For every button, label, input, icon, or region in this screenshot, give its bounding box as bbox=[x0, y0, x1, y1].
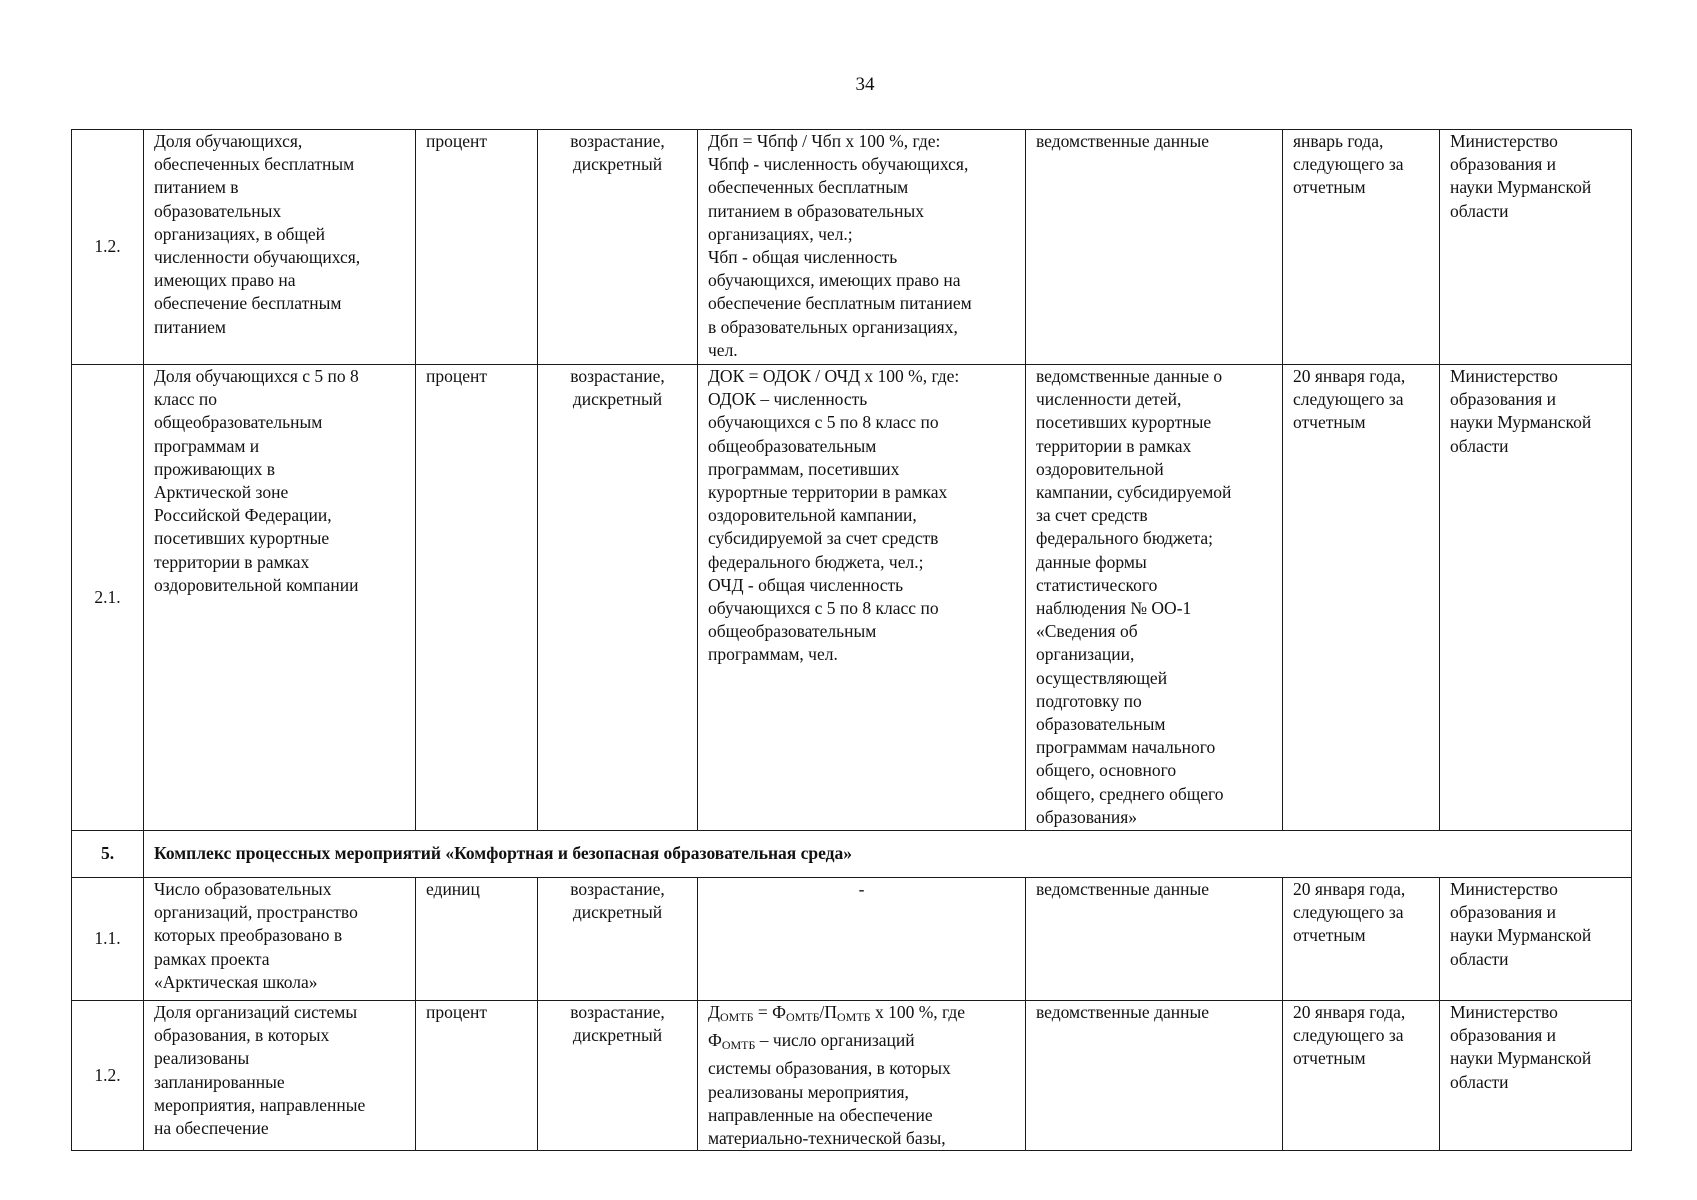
source-cell: ведомственные данные bbox=[1026, 130, 1283, 365]
formula-subscript: ОМТБ bbox=[719, 1010, 754, 1024]
page-number: 34 bbox=[855, 74, 875, 95]
formula-symbol: Ф bbox=[708, 1030, 722, 1051]
indicator-name: Число образовательных организаций, пространство которых преобразовано в рамках проекта «Арктическая школа» bbox=[144, 878, 416, 1001]
type-cell: возрастание, дискретный bbox=[538, 130, 698, 365]
source-cell: ведомственные данные bbox=[1026, 878, 1283, 1001]
deadline-cell: январь года, следующего за отчетным bbox=[1283, 130, 1440, 365]
table-row bbox=[72, 365, 1632, 831]
source-cell: ведомственные данные о численности детей, посетивших курортные территории в рамках оздоровительной кампании, субсидируемой за счет средств федерального бюджета; данные формы статистического наблюдения № ОО-1 «Сведения об организации, осуществляющей подготовку по образовательным программам начального общего, основного общего, среднего общего образования» bbox=[1026, 365, 1283, 831]
responsible-cell: Министерство образования и науки Мурманской области bbox=[1440, 878, 1632, 1001]
formula-subscript: ОМТБ bbox=[721, 1038, 756, 1053]
formula-cell: ДОК = ОДОК / ОЧД x 100 %, где: ОДОК – численность обучающихся с 5 по 8 класс по общеобразовательным программам, посетивших курортные территории в рамках оздоровительной кампании, субсидируемой за счет средств федерального бюджета, чел.; ОЧД - общая численность обучающихся с 5 по 8 класс по общеобразовательным программам, чел. bbox=[698, 365, 1026, 831]
formula-cell: - bbox=[698, 878, 1026, 1001]
formula-cell bbox=[698, 1001, 1026, 1151]
table-row bbox=[72, 878, 1632, 1001]
indicator-name: Доля обучающихся, обеспеченных бесплатным питанием в образовательных организациях, в общей численности обучающихся, имеющих право на обеспечение бесплатным питанием bbox=[144, 130, 416, 365]
deadline-cell: 20 января года, следующего за отчетным bbox=[1283, 878, 1440, 1001]
responsible-cell: Министерство образования и науки Мурманской области bbox=[1440, 130, 1632, 365]
section-number: 5. bbox=[72, 831, 144, 878]
responsible-cell: Министерство образования и науки Мурманской области bbox=[1440, 365, 1632, 831]
unit-cell: процент bbox=[416, 365, 538, 831]
unit-cell: процент bbox=[416, 1001, 538, 1151]
type-cell: возрастание, дискретный bbox=[538, 878, 698, 1001]
type-cell: возрастание, дискретный bbox=[538, 365, 698, 831]
formula-symbol: Д bbox=[708, 1002, 720, 1022]
row-number: 1.2. bbox=[72, 1001, 144, 1151]
formula-text: – число организаций системы образования, в которых реализованы мероприятия, направленные на обеспечение материально-технической базы, bbox=[708, 1030, 951, 1149]
section-header-row bbox=[72, 831, 1632, 878]
indicators-table bbox=[71, 129, 1632, 1151]
formula-cell: Дбп = Чбпф / Чбп x 100 %, где: Чбпф - численность обучающихся, обеспеченных бесплатным питанием в образовательных организациях, чел.; Чбп - общая численность обучающихся, имеющих право на обеспечение бесплатным питанием в образовательных организациях, чел. bbox=[698, 130, 1026, 365]
formula-text: = Ф bbox=[753, 1002, 786, 1022]
formula-text: /П bbox=[819, 1002, 838, 1022]
indicator-name: Доля организаций системы образования, в которых реализованы запланированные мероприятия, направленные на обеспечение bbox=[144, 1001, 416, 1151]
formula-subscript: ОМТБ bbox=[837, 1010, 871, 1024]
deadline-cell: 20 января года, следующего за отчетным bbox=[1283, 365, 1440, 831]
responsible-cell: Министерство образования и науки Мурманской области bbox=[1440, 1001, 1632, 1151]
source-cell: ведомственные данные bbox=[1026, 1001, 1283, 1151]
unit-cell: процент bbox=[416, 130, 538, 365]
unit-cell: единиц bbox=[416, 878, 538, 1001]
table-row bbox=[72, 1001, 1632, 1151]
table-row bbox=[72, 130, 1632, 365]
type-cell: возрастание, дискретный bbox=[538, 1001, 698, 1151]
row-number: 2.1. bbox=[72, 365, 144, 831]
deadline-cell: 20 января года, следующего за отчетным bbox=[1283, 1001, 1440, 1151]
row-number: 1.1. bbox=[72, 878, 144, 1001]
section-title: Комплекс процессных мероприятий «Комфортная и безопасная образовательная среда» bbox=[144, 831, 1632, 878]
formula-text: x 100 %, где bbox=[870, 1002, 966, 1022]
row-number: 1.2. bbox=[72, 130, 144, 365]
formula-subscript: ОМТБ bbox=[785, 1010, 820, 1024]
indicator-name: Доля обучающихся с 5 по 8 класс по общеобразовательным программам и проживающих в Арктической зоне Российской Федерации, посетивших курортные территории в рамках оздоровительной компании bbox=[144, 365, 416, 831]
